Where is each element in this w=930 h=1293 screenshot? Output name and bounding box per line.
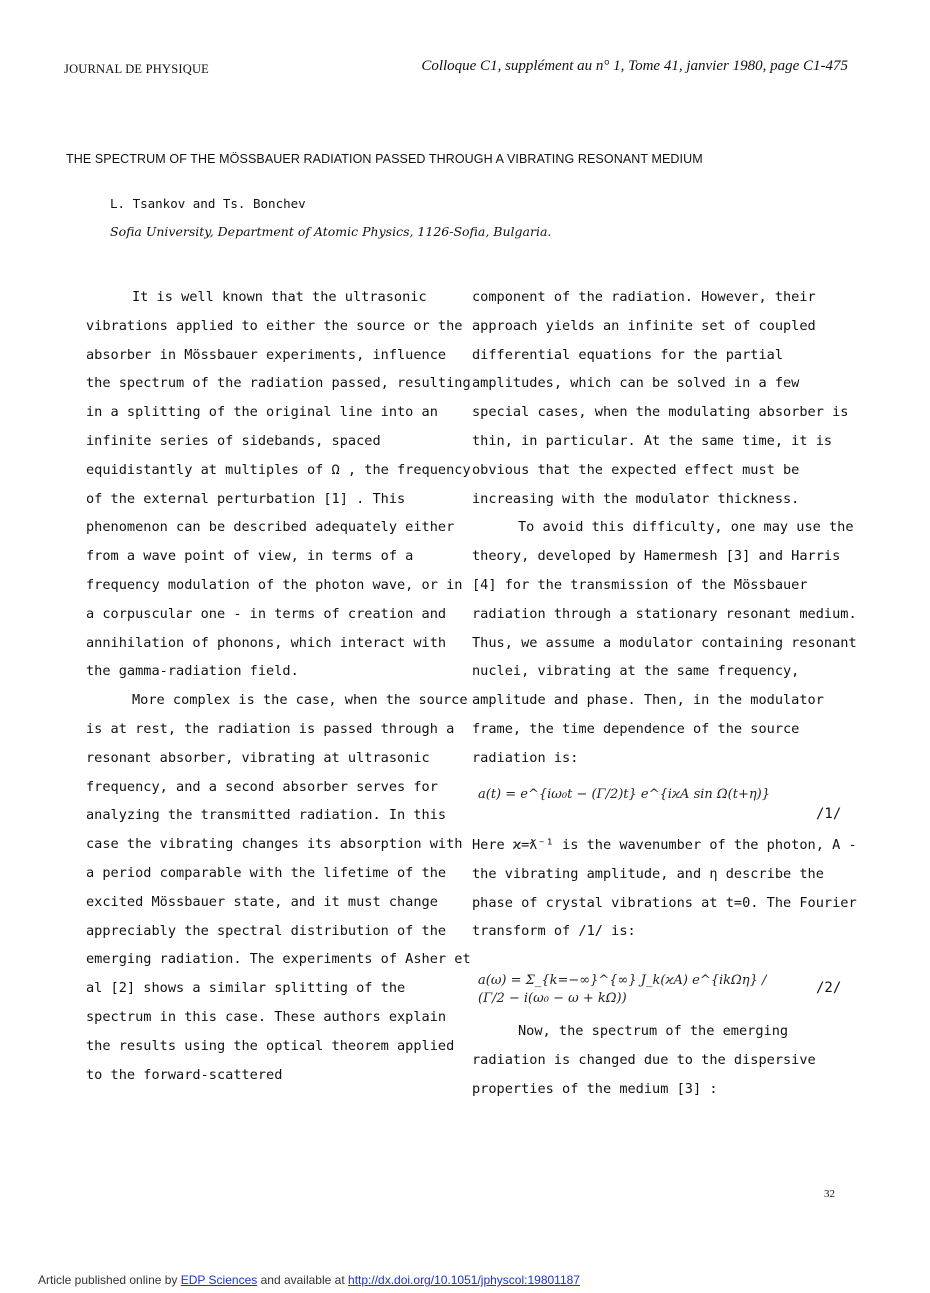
equation-1-label: /1/ <box>816 806 842 822</box>
paragraph: More complex is the case, when the source is at rest, the radiation is passed through a resonant absorber, vibrating at ultrasonic frequency, and a second absorber serves for analyzing the transmitted radiation. In this case the vibrating changes its absorption with a period comparable with the lifetime of the excited Mössbauer state, and it must change appreciably the spectral distribution of the emerging radiation. The experiments of Asher et al [2] shows a similar splitting of the spectrum in this case. These authors explain the results using the optical theorem applied to the forward-scattered <box>86 692 471 1083</box>
paragraph: To avoid this difficulty, one may use the theory, developed by Hamermesh [3] and Harris [4] for the transmission of the Mössbauer radiation through a stationary resonant medium. Thus, we assume a modulator containing resonant nuclei, vibrating at the same frequency, amplitude and phase. Then, in the modulator frame, the time dependence of the source radiation is: <box>472 519 857 766</box>
paragraph: Here ϰ=ƛ⁻¹ is the wavenumber of the photon, A - the vibrating amplitude, and η describe the phase of crystal vibrations at t=0. The Fourier transform of /1/ is: <box>472 837 857 940</box>
authors: L. Tsankov and Ts. Bonchev <box>110 196 306 211</box>
doi-link[interactable]: http://dx.doi.org/10.1051/jphyscol:19801187 <box>348 1273 580 1287</box>
footer-prefix: Article published online by <box>38 1273 178 1287</box>
equation-2-label: /2/ <box>816 980 842 996</box>
footer-middle: and available at <box>260 1273 345 1287</box>
equation-1: a(t) = e^{iω₀t − (Γ/2)t} e^{iϰA sin Ω(t+η)} <box>478 787 770 802</box>
right-column-mid <box>472 831 860 946</box>
paper-title: THE SPECTRUM OF THE MÖSSBAUER RADIATION PASSED THROUGH A VIBRATING RESONANT MEDIUM <box>66 152 703 166</box>
paragraph: It is well known that the ultrasonic vibrations applied to either the source or the absorber in Mössbauer experiments, influence the spectrum of the radiation passed, resulting in a splitting of the original line into an infinite series of sidebands, spaced equidistantly at multiples of Ω , the frequency of the external perturbation [1] . This phenomenon can be described adequately either from a wave point of view, in terms of a frequency modulation of the photon wave, or in a corpuscular one - in terms of creation and annihilation of phonons, which interact with the gamma-radiation field. <box>86 289 471 680</box>
paragraph: Now, the spectrum of the emerging radiation is changed due to the dispersive properties of the medium [3] : <box>472 1023 816 1097</box>
right-column-bottom <box>472 1017 860 1103</box>
publisher-link[interactable]: EDP Sciences <box>180 1273 258 1287</box>
paragraph: component of the radiation. However, their approach yields an infinite set of coupled differential equations for the partial amplitudes, which can be solved in a few special cases, when the modulating absorber is thin, in particular. At the same time, it is obvious that the expected effect must be increasing with the modulator thickness. <box>472 289 849 507</box>
affiliation: Sofia University, Department of Atomic Physics, 1126-Sofia, Bulgaria. <box>110 224 552 239</box>
left-column <box>86 283 474 1089</box>
journal-name: JOURNAL DE PHYSIQUE <box>64 62 210 76</box>
page-number: 32 <box>824 1188 835 1200</box>
equation-2: a(ω) = Σ_{k=−∞}^{∞} J_k(ϰA) e^{ikΩη} / (Γ/2 − i(ω₀ − ω + kΩ)) <box>478 973 767 1006</box>
citation-line: Colloque C1, supplément au n° 1, Tome 41, janvier 1980, page C1-475 <box>421 58 848 74</box>
right-column-top <box>472 283 860 773</box>
footer <box>38 1273 580 1287</box>
